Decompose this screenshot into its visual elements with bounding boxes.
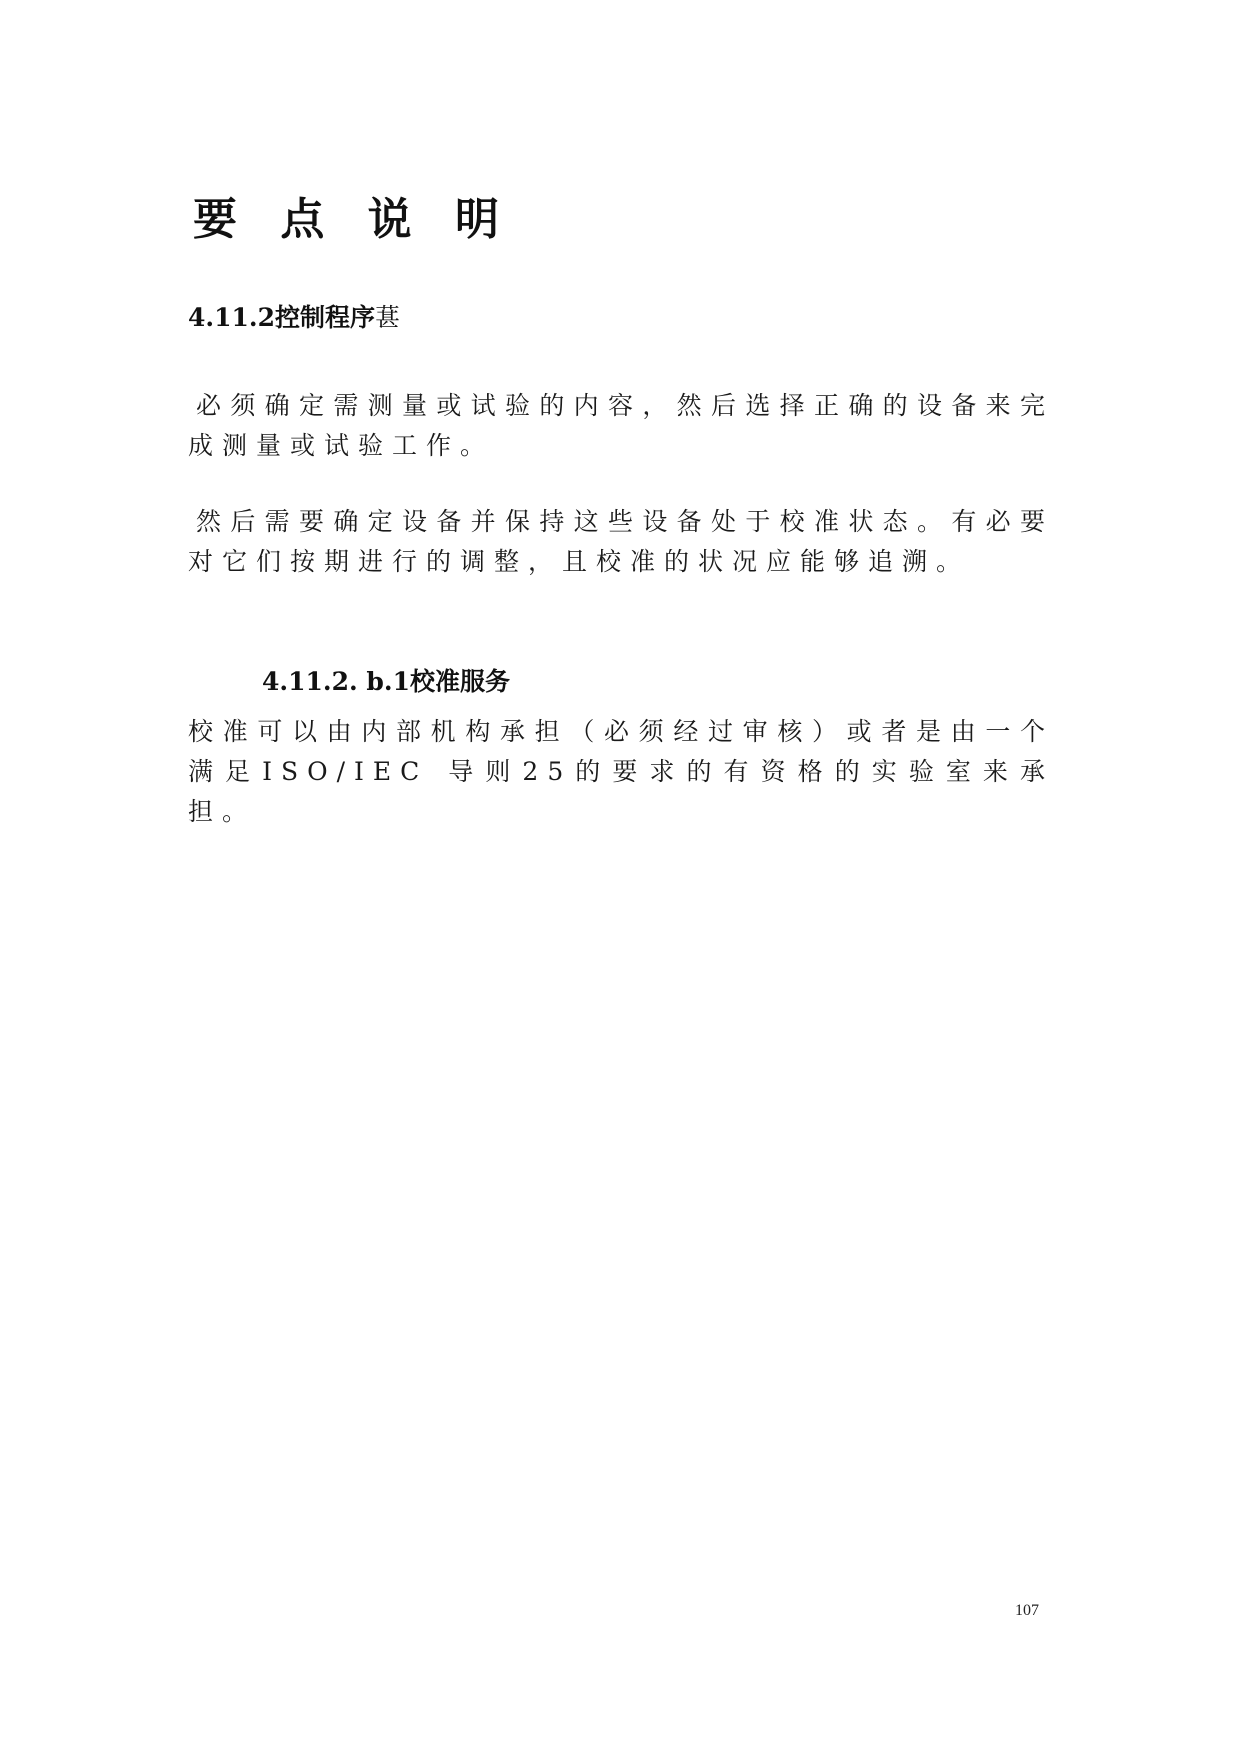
section-heading-text: 4.11.2控制程序 [188, 303, 375, 332]
subsection-heading: 4.11.2. b.1校准服务 [262, 667, 510, 696]
paragraph-calibration-service: 校准可以由内部机构承担（必须经过审核）或者是由一个满足ISO/IEC 导则25的要求的有资格的实验室来承担。 [188, 717, 1054, 826]
section-heading-trailing-mark: 葚 [375, 303, 401, 332]
page-number: 107 [1015, 1602, 1039, 1619]
page-title: 要 点 说 明 [193, 194, 513, 245]
paragraph-measurement-content: 必须确定需测量或试验的内容，然后选择正确的设备来完成测量或试验工作。 [188, 391, 1054, 460]
paragraph-calibration-status: 然后需要确定设备并保持这些设备处于校准状态。有必要对它们按期进行的调整，且校准的状况应能够追溯。 [188, 507, 1054, 576]
section-heading [188, 300, 400, 336]
